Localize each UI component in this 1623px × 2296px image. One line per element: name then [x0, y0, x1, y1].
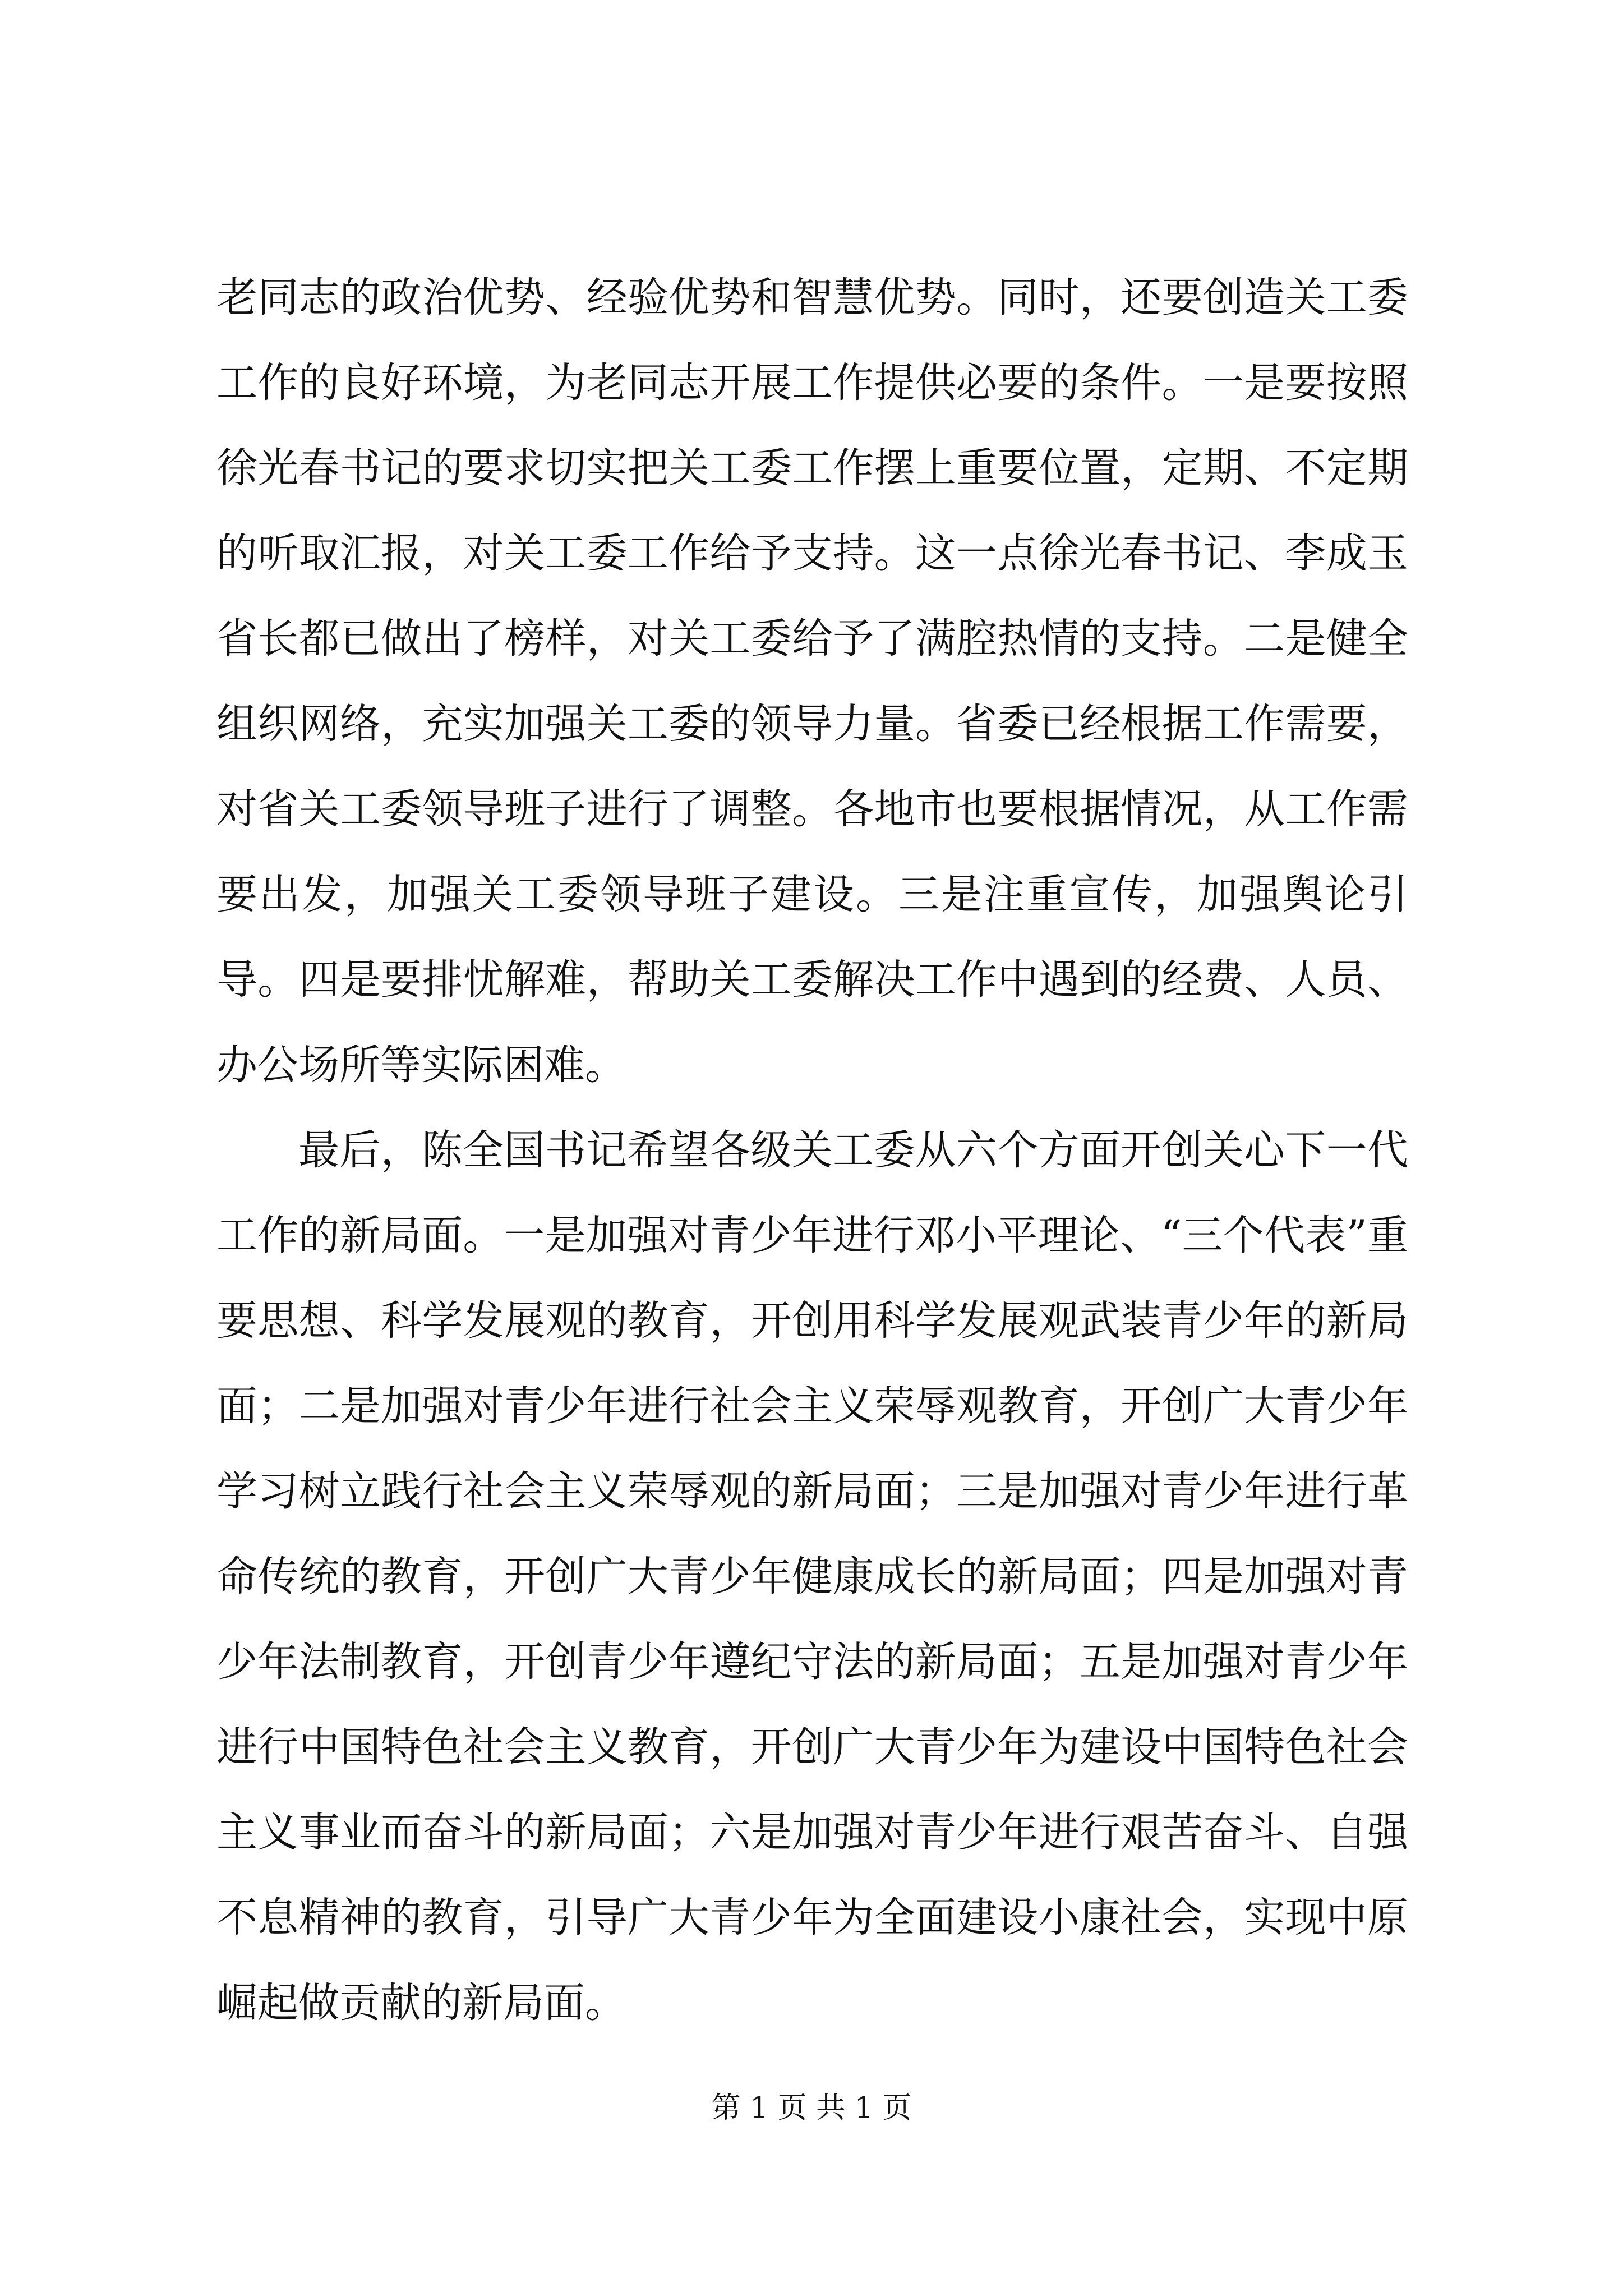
document-body: [216, 255, 1408, 2046]
paragraph-conclusion: 最后，陈全国书记希望各级关工委从六个方面开创关心下一代工作的新局面。一是加强对青少年进行邓小平理论、“三个代表”重要思想、科学发展观的教育，开创用科学发展观武装青少年的新局面；二是加强对青少年进行社会主义荣辱观教育，开创广大青少年学习树立践行社会主义荣辱观的新局面；三是加强对青少年进行革命传统的教育，开创广大青少年健康成长的新局面；四是加强对青少年法制教育，开创青少年遵纪守法的新局面；五是加强对青少年进行中国特色社会主义教育，开创广大青少年为建设中国特色社会主义事业而奋斗的新局面；六是加强对青少年进行艰苦奋斗、自强不息精神的教育，引导广大青少年为全面建设小康社会，实现中原崛起做贡献的新局面。: [216, 1126, 1408, 2027]
paragraph-continued: 老同志的政治优势、经验优势和智慧优势。同时，还要创造关工委工作的良好环境，为老同志开展工作提供必要的条件。一是要按照徐光春书记的要求切实把关工委工作摆上重要位置，定期、不定期的听取汇报，对关工委工作给予支持。这一点徐光春书记、李成玉省长都已做出了榜样，对关工委给予了满腔热情的支持。二是健全组织网络，充实加强关工委的领导力量。省委已经根据工作需要，对省关工委领导班子进行了调整。各地市也要根据情况，从工作需要出发，加强关工委领导班子建设。三是注重宣传，加强舆论引导。四是要排忧解难，帮助关工委解决工作中遇到的经费、人员、办公场所等实际困难。: [216, 274, 1408, 1089]
page-footer: 第 1 页 共 1 页: [711, 2091, 912, 2125]
